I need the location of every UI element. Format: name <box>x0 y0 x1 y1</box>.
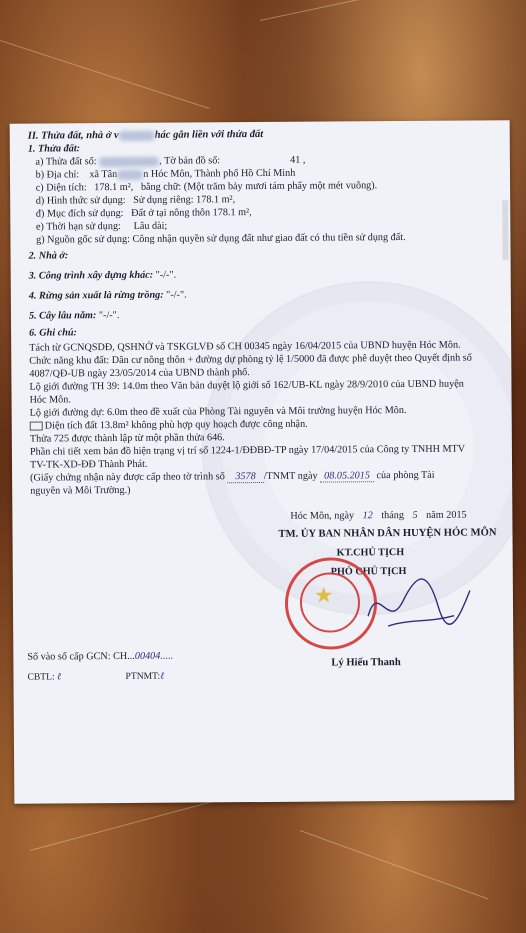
authority-kt: KT.CHỦ TỊCH <box>336 547 405 559</box>
note-line: 4087/QĐ-UB ngày 23/05/2014 của UBND thành phố. <box>29 367 250 380</box>
construction-heading: 3. Công trình xây dựng khác: "-/-". <box>28 269 177 282</box>
marble-vein <box>260 0 495 21</box>
certificate-content <box>28 126 507 580</box>
land-item-e: đ) Mục đích sử dụng: Đất ở tại nông thôn 178.1 m², <box>35 207 252 220</box>
land-item-f: e) Thời hạn sử dụng: Lâu dài; <box>35 220 168 233</box>
note-line: (Giấy chứng nhận này được cấp theo tờ trình số 3578 /TNMT ngày 08.05.2015 của phòng Tài <box>30 469 435 484</box>
date-line: Hóc Môn, ngày 12 tháng 5 năm 2015 <box>290 509 467 522</box>
land-certificate-page <box>10 120 515 803</box>
signer-name: Lý Hiếu Thanh <box>331 657 401 669</box>
note-line: Thửa 725 được thành lập từ một phần thửa 646. <box>29 432 225 445</box>
note-line: Hóc Môn. <box>29 394 71 406</box>
forest-heading: 4. Rừng sản xuất là rừng trồng: "-/-". <box>28 289 187 302</box>
note-line: TV-TK-XD-ĐĐ Thành Phát. <box>29 458 148 471</box>
note-line: Lộ giới đường TH 39: 14.0m theo Văn bản duyệt lộ giới số 162/UB-KL ngày 28/9/2010 của UBND huyện <box>29 378 464 393</box>
land-item-c: c) Diện tích: 178.1 m², bằng chữ: (Một trăm bảy mươi tám phẩy một mét vuông). <box>35 180 378 194</box>
authority-line: TM. ỦY BAN NHÂN DÂN HUYỆN HÓC MÔN <box>278 527 497 540</box>
land-item-a: a) Thửa đất số: , Tờ bản đồ số: 41 , <box>35 154 306 168</box>
marble-vein <box>300 830 488 899</box>
note-line: Diện tích đất 13.8m² không phù hợp quy hoạch được công nhận. <box>30 416 506 432</box>
cbtl-line: CBTL: ℓ <box>27 671 62 683</box>
notes-heading: 6. Ghi chú: <box>29 327 77 339</box>
deputy-signature <box>358 560 479 641</box>
registry-line: Số vào số cấp GCN: CH...00404..... <box>27 650 174 663</box>
note-line: Lộ giới đường dự: 6.0m theo đề xuất của Phòng Tài nguyên và Môi trường huyện Hóc Môn. <box>29 404 407 419</box>
authority-deputy: PHÓ CHỦ TỊCH <box>330 565 407 578</box>
section-title: II. Thửa đất, nhà ở v hác gắn liền với thửa đất <box>27 128 264 142</box>
land-heading: 1. Thửa đất: <box>27 143 81 155</box>
note-line: Chức năng khu đất: Dân cư nông thôn + đường dự phòng tỷ lệ 1/5000 đã được phê duyệt theo Quyết định số <box>29 352 472 367</box>
note-line: Tách từ GCNQSDĐ, QSHNỞ và TSKGLVĐ số CH 00345 ngày 16/04/2015 của UBND huyện Hóc Môn. <box>29 339 461 354</box>
note-line: nguyên và Môi Trường.) <box>30 484 131 497</box>
note-line: Phần chi tiết xem bản đồ hiện trạng vị trí số 1224-1/ĐĐBĐ-TP ngày 17/04/2015 của Công ty TNHH MTV <box>29 443 466 458</box>
land-item-g: g) Nguồn gốc sử dụng: Công nhận quyền sử dụng đất như giao đất có thu tiền sử dụng đất. <box>36 231 406 246</box>
trees-heading: 5. Cây lâu năm: "-/-". <box>28 309 120 322</box>
ptnmt-line: PTNMT:ℓ <box>125 670 165 682</box>
land-item-d: d) Hình thức sử dụng: Sử dụng riêng: 178.1 m², <box>35 194 236 207</box>
official-red-seal: ★ <box>285 557 378 650</box>
note-box-icon <box>30 422 43 431</box>
land-item-b: b) Địa chỉ: xã Tân n Hóc Môn, Thành phố Hồ Chí Minh <box>35 167 296 181</box>
house-heading: 2. Nhà ở: <box>28 250 69 262</box>
marble-vein <box>0 40 209 109</box>
